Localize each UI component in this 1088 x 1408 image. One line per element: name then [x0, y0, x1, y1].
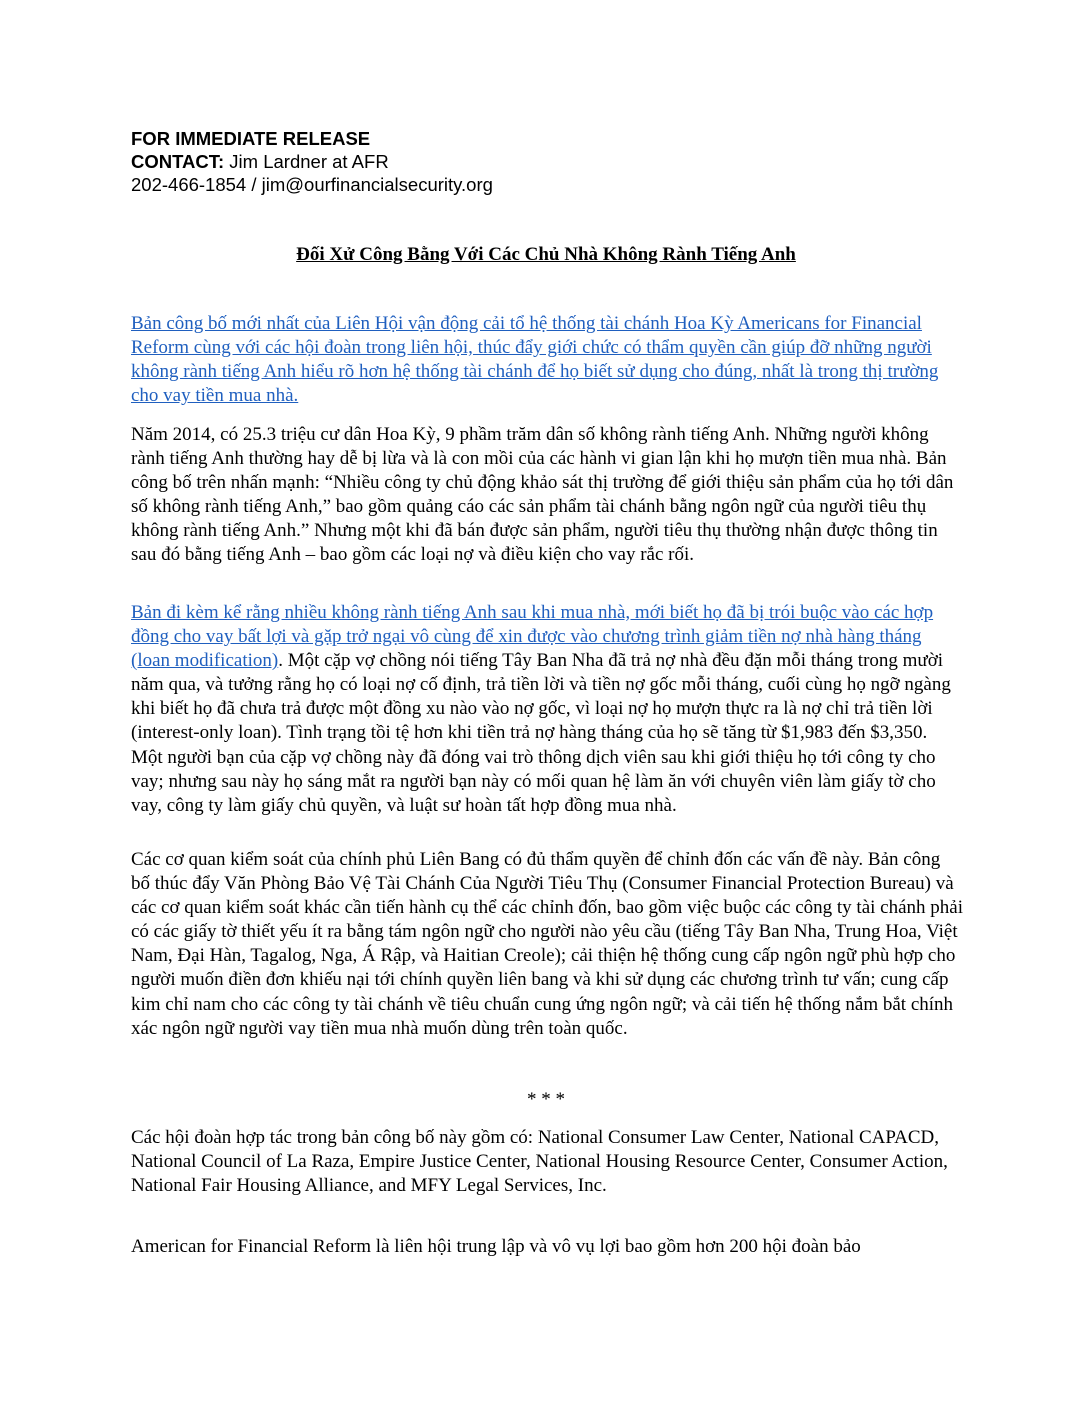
- contact-line: [131, 150, 493, 173]
- paragraph-2: [131, 601, 963, 818]
- paragraph-2-link[interactable]: Bản đi kèm kể rằng nhiều không rành tiếng Anh sau khi mua nhà, mới biết họ đã bị trói buộc vào các hợp đồng cho vay bất lợi và gặp trở ngại vô cùng để xin được vào chương trình giảm tiền nợ nhà hàng tháng (loan modification): [131, 602, 934, 672]
- paragraph-3: Các cơ quan kiểm soát của chính phủ Liên Bang có đủ thẩm quyền để chỉnh đốn các vấn đề này. Bản công bố thúc đẩy Văn Phòng Bảo Vệ Tài Chánh Của Người Tiêu Thụ (Consumer Financial Protection Bureau) và các cơ quan kiểm soát khác cần tiến hành cụ thể các chỉnh đốn, bao gồm việc buộc các công ty tài chánh phải có các giấy tờ thiết yếu ít ra bằng tám ngôn ngữ cho người nào yêu cầu (tiếng Tây Ban Nha, Trung Hoa, Việt Nam, Đại Hàn, Tagalog, Nga, Á Rập, và Haitian Creole); cải thiện hệ thống cung cấp ngôn ngữ phù hợp cho người muốn điền đơn khiếu nại tới chính quyền liên bang và khi sử dụng các chương trình tư vấn; cung cấp kim chỉ nam cho các công ty tài chánh về tiêu chuẩn cung ứng ngôn ngữ; và cải tiến hệ thống nắm bắt chính xác ngôn ngữ người vay tiền mua nhà muốn dùng trên toàn quốc.: [131, 849, 963, 1039]
- release-label: FOR IMMEDIATE RELEASE: [131, 128, 371, 149]
- paragraph-2-text: . Một cặp vợ chồng nói tiếng Tây Ban Nha đã trả nợ nhà đều đặn mỗi tháng trong mười năm qua, và tưởng rằng họ có loại nợ cố định, trả tiền lời và tiền nợ gốc mỗi tháng, cuối cùng họ ngỡ ngàng khi biết họ đã chưa trả được một đồng xu nào vào nợ gốc, vì loại nợ họ mượn thực ra là nợ chỉ trả tiền lời (interest-only loan). Tình trạng tồi tệ hơn khi tiền trả nợ hàng tháng của họ sẽ tăng từ $1,983 đến $3,350. Một người bạn của cặp vợ chồng này đã đóng vai trò thông dịch viên sau khi giới thiệu họ tới công ty cho vay; nhưng sau này họ sáng mắt ra người bạn này có mối quan hệ làm ăn với chuyên viên làm giấy tờ cho vay, công ty làm giấy chủ quyền, và luật sư hoàn tất hợp đồng mua nhà.: [131, 650, 951, 816]
- contact-name: Jim Lardner at AFR: [224, 151, 389, 172]
- paragraph-1: Năm 2014, có 25.3 triệu cư dân Hoa Kỳ, 9 phầm trăm dân số không rành tiếng Anh. Những người không rành tiếng Anh thường hay dễ bị lừa và là con mồi của các hành vi gian lận khi họ mượn tiền mua nhà. Bản công bố trên nhấn mạnh: “Nhiều công ty chủ động khảo sát thị trường để giới thiệu sản phẩm của họ tới dân số không rành tiếng Anh,” bao gồm quảng cáo các sản phẩm tài chánh bằng ngôn ngữ của người tiêu thụ không rành tiếng Anh.” Nhưng một khi đã bán được sản phẩm, người tiêu thụ thường nhận được thông tin sau đó bằng tiếng Anh – bao gồm các loại nợ và điều kiện cho vay rắc rối.: [131, 424, 954, 566]
- paragraph-4: Các hội đoàn hợp tác trong bản công bố này gồm có: National Consumer Law Center, National CAPACD, National Council of La Raza, Empire Justice Center, National Housing Resource Center, Consumer Action, National Fair Housing Alliance, and MFY Legal Services, Inc.: [131, 1127, 948, 1197]
- document-title: Đối Xử Công Bằng Với Các Chủ Nhà Không Rành Tiếng Anh: [296, 244, 796, 265]
- intro-paragraph: [131, 312, 963, 408]
- paragraph-5: American for Financial Reform là liên hội trung lập và vô vụ lợi bao gồm hơn 200 hội đoàn bảo: [131, 1236, 861, 1257]
- contact-info: 202-466-1854 / jim@ourfinancialsecurity.org: [131, 174, 493, 195]
- contact-label: CONTACT:: [131, 151, 225, 172]
- section-separator: * * *: [527, 1089, 565, 1110]
- press-header: [131, 127, 493, 196]
- intro-link[interactable]: Bản công bố mới nhất của Liên Hội vận động cải tổ hệ thống tài chánh Hoa Kỳ Americans for Financial Reform cùng với các hội đoàn trong liên hội, thúc đẩy giới chức có thẩm quyền cần giúp đỡ những người không rành tiếng Anh hiểu rõ hơn hệ thống tài chánh để họ biết sử dụng cho đúng, nhất là trong thị trường cho vay tiền mua nhà.: [131, 313, 939, 407]
